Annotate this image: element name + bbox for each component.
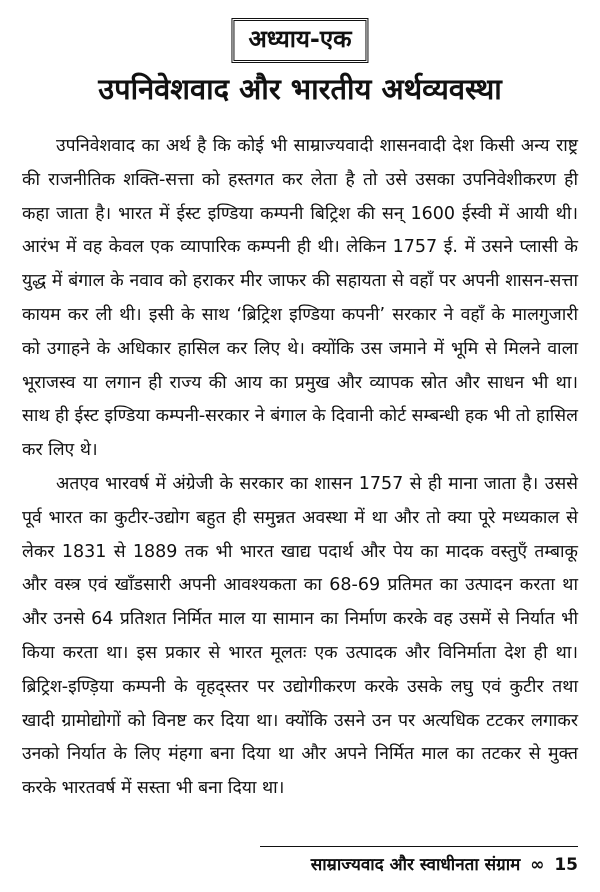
infinity-icon: ∞ (530, 855, 545, 875)
paragraph-1: उपनिवेशवाद का अर्थ है कि कोई भी साम्राज्यवादी शासनवादी देश किसी अन्य राष्ट्र की राजनीतिक शक्ति-सत्ता को हस्तगत कर लेता है तो उसे उसका उपनिवेशीकरण ही कहा जाता है। भारत में ईस्ट इण्डिया कम्पनी बिट्रिश की सन् 1600 ईस्वी में आयी थी। आरंभ में वह केवल एक व्यापारिक कम्पनी ही थी। लेकिन 1757 ई. में उसने प्लासी के युद्ध में बंगाल के नवाव को हराकर मीर जाफर की सहायता से वहाँ पर अपनी शासन-सत्ता कायम कर ली थी। इसी के साथ ‘ब्रिट्रिश इण्डिया कपनी’ सरकार ने वहाँ के मालगुजारी को उगाहने के अधिकार हासिल कर लिए थे। क्योंकि उस जमाने में भूमि से मिलने वाला भूराजस्व या लगान ही राज्य की आय का प्रमुख और व्यापक स्रोत और साधन भी था। साथ ही ईस्ट इण्डिया कम्पनी-सरकार ने बंगाल के दिवानी कोर्ट सम्बन्धी हक भी तो हासिल कर लिए थे। (22, 136, 578, 461)
chapter-title: उपनिवेशवाद और भारतीय अर्थव्यवस्था (98, 72, 502, 106)
chapter-label: अध्याय-एक (231, 18, 368, 63)
running-title: साम्राज्यवाद और स्वाधीनता संग्राम (310, 855, 521, 875)
footer-rule (260, 846, 578, 847)
page-footer (311, 852, 578, 875)
paragraph-2: अतएव भारवर्ष में अंग्रेजी के सरकार का शासन 1757 से ही माना जाता है। उससे पूर्व भारत का कुटीर-उद्योग बहुत ही समुन्नत अवस्था में था और तो क्या पूरे मध्यकाल से लेकर 1831 से 1889 तक भी भारत खाद्य पदार्थ और पेय का मादक वस्तुएँ तम्बाकू और वस्त्र एवं खाँडसारी अपनी आवश्यकता का 68-69 प्रतिमत का उत्पादन करता था और उनसे 64 प्रतिशत निर्मित माल या सामान का निर्माण करके वह उसमें से निर्यात भी किया करता था। इस प्रकार से भारत मूलतः एक उत्पादक और विनिर्माता देश ही था। ब्रिट्रिश-इण्ड़िया कम्पनी के वृहद्स्तर पर उद्योगीकरण करके उसके लघु एवं कुटीर तथा खादी ग्रामोद्योगों को विनष्ट कर दिया था। क्योंकि उसने उन पर अत्यधिक टटकर लगाकर उनको निर्यात के लिए मंहगा बना दिया था और अपने निर्मित माल का तटकर से मुक्त करके भारतवर्ष में सस्ता भी बना दिया था। (22, 473, 578, 799)
body-text (22, 130, 578, 806)
page-number: 15 (554, 855, 578, 875)
